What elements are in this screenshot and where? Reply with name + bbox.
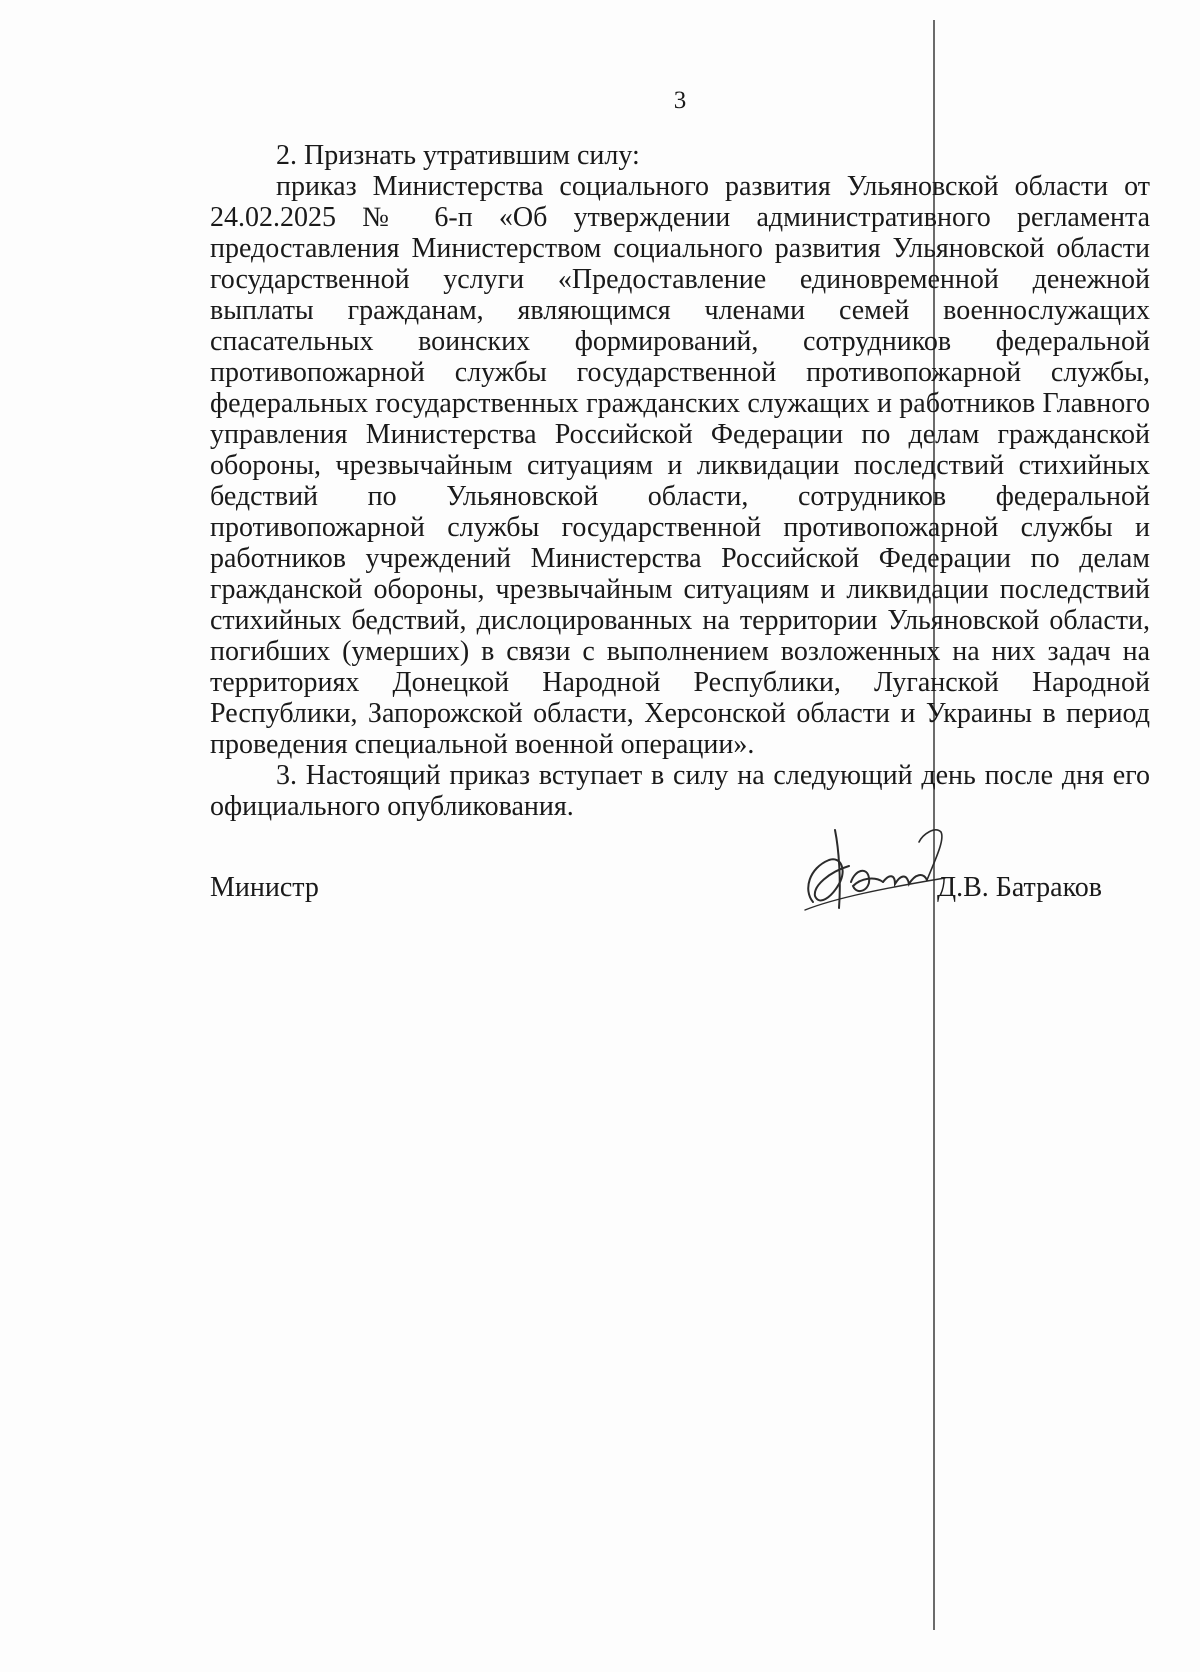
signatory-name: Д.В. Батраков <box>937 872 1102 903</box>
paragraph-effective-date: 3. Настоящий приказ вступает в силу на следующий день после дня его официального опубликования. <box>210 760 1150 822</box>
signatory-title: Министр <box>210 872 319 903</box>
handwritten-signature <box>795 820 955 920</box>
signature-block <box>210 820 1150 930</box>
document-body <box>210 140 1150 822</box>
paragraph-repealed-order: приказ Министерства социального развития Ульяновской области от 24.02.2025 № 6-п «Об утверждении административного регламента предоставления Министерством социального развития Ульяновской области государственной услуги «Предоставление единовременной денежной выплаты гражданам, являющимся членами семей военнослужащих спасательных воинских формирований, сотрудников федеральной противопожарной службы государственной противопожарной службы, федеральных государственных гражданских служащих и работников Главного управления Министерства Российской Федерации по делам гражданской обороны, чрезвычайным ситуациям и ликвидации последствий стихийных бедствий по Ульяновской области, сотрудников федеральной противопожарной службы государственной противопожарной службы и работников учреждений Министерства Российской Федерации по делам гражданской обороны, чрезвычайным ситуациям и ликвидации последствий стихийных бедствий, дислоцированных на территории Ульяновской области, погибших (умерших) в связи с выполнением возложенных на них задач на территориях Донецкой Народной Республики, Луганской Народной Республики, Запорожской области, Херсонской области и Украины в период проведения специальной военной операции». <box>210 171 1150 760</box>
page-number: 3 <box>673 87 687 114</box>
paragraph-repeal-heading: 2. Признать утратившим силу: <box>276 140 640 171</box>
